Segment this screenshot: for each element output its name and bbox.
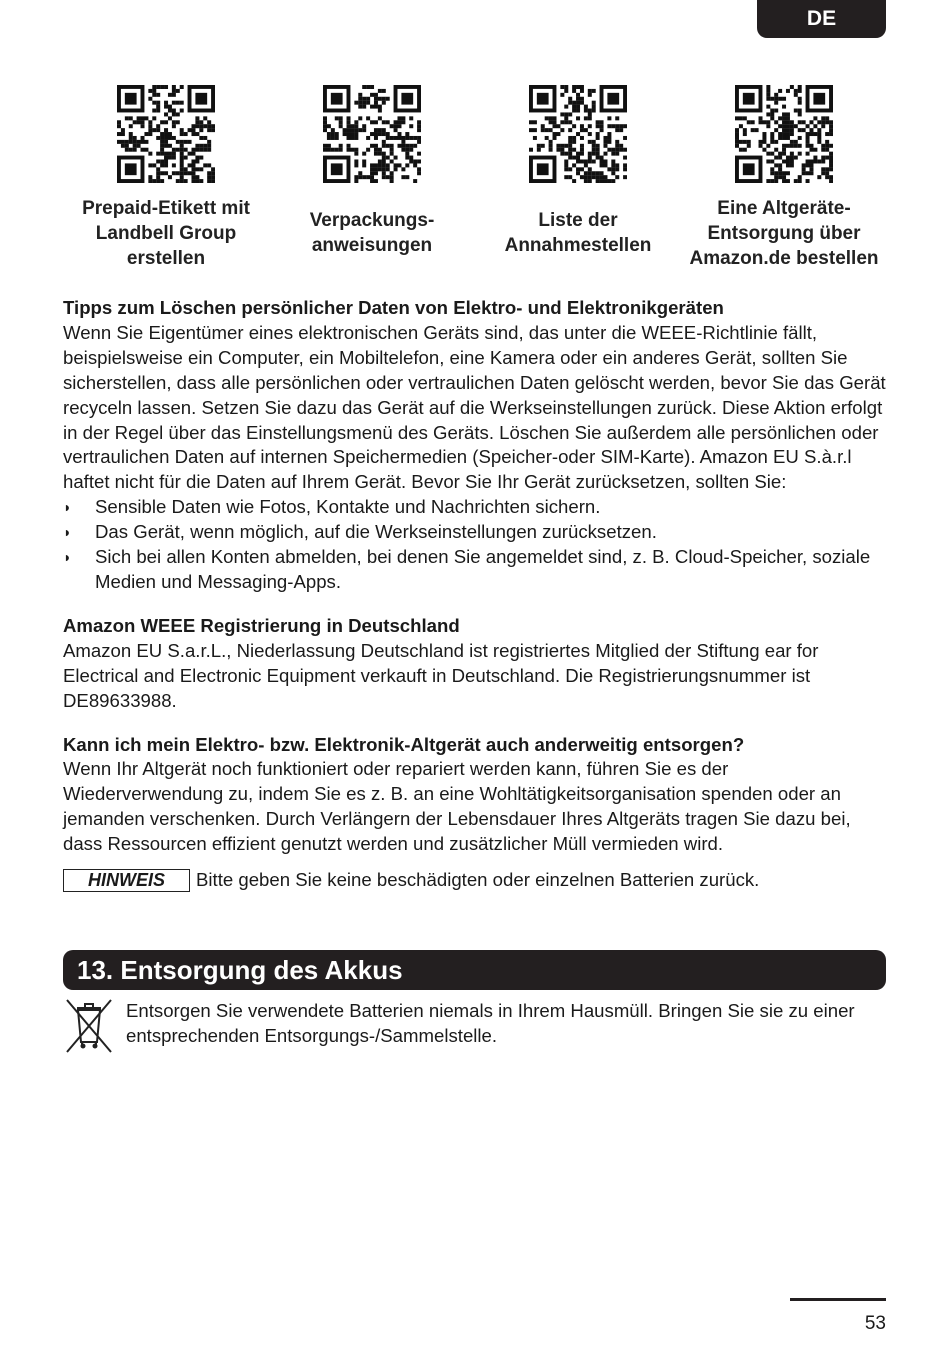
main-content [63, 296, 886, 893]
tips-section [63, 296, 886, 595]
note-row [63, 868, 886, 893]
qr-caption: Liste der Annahmestellen [504, 210, 652, 256]
note-text: Bitte geben Sie keine beschädigten oder einzelnen Batterien zurück. [196, 869, 760, 891]
footer-divider [790, 1298, 886, 1301]
qr-code-icon [529, 85, 627, 183]
page-number: 53 [864, 1313, 886, 1334]
qr-item-prepaid-label [63, 85, 269, 273]
qr-caption: Prepaid-Etikett mit Landbell Group erstellen [82, 197, 250, 269]
language-tab: DE [757, 0, 886, 38]
bullet-icon: ◗ [63, 499, 72, 516]
tips-body: Wenn Sie Eigentümer eines elektronischen Geräts sind, das unter die WEEE-Richtlinie fällt, beispielsweise ein Computer, ein Mobiltelefon, eine Kamera oder ein anderes Gerät, sollten Sie sicherstellen, dass alle persönlichen oder vertraulichen Daten gelöscht werden, bevor Sie das Gerät recyceln lassen. Setzen Sie dazu das Gerät auf die Werkseinstellungen zurück. Diese Aktion erfolgt in der Regel über das Einstellungsmenü des Geräts. Löschen Sie außerdem alle persönlichen oder vertraulichen Daten auf internen Speichermedien (Speicher-oder SIM-Karte). Amazon EU S.à.r.l haftet nicht für die Daten auf Ihrem Gerät. Bevor Sie Ihr Gerät zurücksetzen, sollten Sie: [63, 321, 886, 493]
list-item [63, 495, 886, 520]
other-disposal-body: Wenn Ihr Altgerät noch funktioniert oder repariert werden kann, führen Sie es der Wiederverwendung zu, indem Sie es z. B. an eine Wohltätigkeitsorganisation spenden oder an jemanden verschenken. Durch Verlängern der Lebensdauer Ihres Altgeräts tragen Sie dazu bei, dass Ressourcen effizient genutzt werden und zusätzlicher Müll vermieden wird. [63, 758, 851, 855]
battery-disposal [63, 998, 886, 1054]
bullet-icon: ◗ [63, 524, 72, 541]
battery-disposal-text: Entsorgen Sie verwendete Batterien niemals in Ihrem Hausmüll. Bringen Sie sie zu einer entsprechenden Entsorgungs-/Sammelstelle. [126, 1000, 855, 1046]
list-item [63, 520, 886, 545]
qr-caption: Eine Altgeräte-Entsorgung über Amazon.de bestellen [689, 197, 879, 269]
bullet-icon: ◗ [63, 549, 72, 566]
section-title: 13. Entsorgung des Akkus [63, 950, 886, 990]
qr-item-collection-points [475, 85, 681, 273]
crossed-out-wheelie-bin-icon [63, 998, 115, 1054]
list-item-text: Sensible Daten wie Fotos, Kontakte und Nachrichten sichern. [95, 496, 601, 518]
other-disposal-heading: Kann ich mein Elektro- bzw. Elektronik-Altgerät auch anderweitig entsorgen? [63, 733, 745, 755]
qr-code-icon [117, 85, 215, 183]
qr-code-row [63, 85, 886, 273]
tips-heading: Tipps zum Löschen persönlicher Daten von Elektro- und Elektronikgeräten [63, 297, 724, 318]
list-item [63, 545, 886, 595]
qr-code-icon [323, 85, 421, 183]
qr-item-packaging [269, 85, 475, 273]
tips-list [63, 495, 886, 595]
registration-body: Amazon EU S.a.r.L., Niederlassung Deutschland ist registriertes Mitglied der Stiftung ear for Electrical and Electronic Equipment verkauft in Deutschland. Die Registrierungsnummer ist DE89633988. [63, 639, 819, 711]
qr-code-icon [735, 85, 833, 183]
registration-heading: Amazon WEEE Registrierung in Deutschland [63, 614, 460, 636]
other-disposal-section [63, 733, 886, 858]
list-item-text: Sich bei allen Konten abmelden, bei denen Sie angemeldet sind, z. B. Cloud-Speicher, soziale Medien und Messaging-Apps. [95, 546, 871, 592]
list-item-text: Das Gerät, wenn möglich, auf die Werkseinstellungen zurücksetzen. [95, 521, 657, 543]
registration-section [63, 614, 886, 714]
qr-item-amazon-order [681, 85, 887, 273]
note-badge: HINWEIS [63, 869, 190, 892]
qr-caption: Verpackungs-anweisungen [309, 210, 435, 256]
